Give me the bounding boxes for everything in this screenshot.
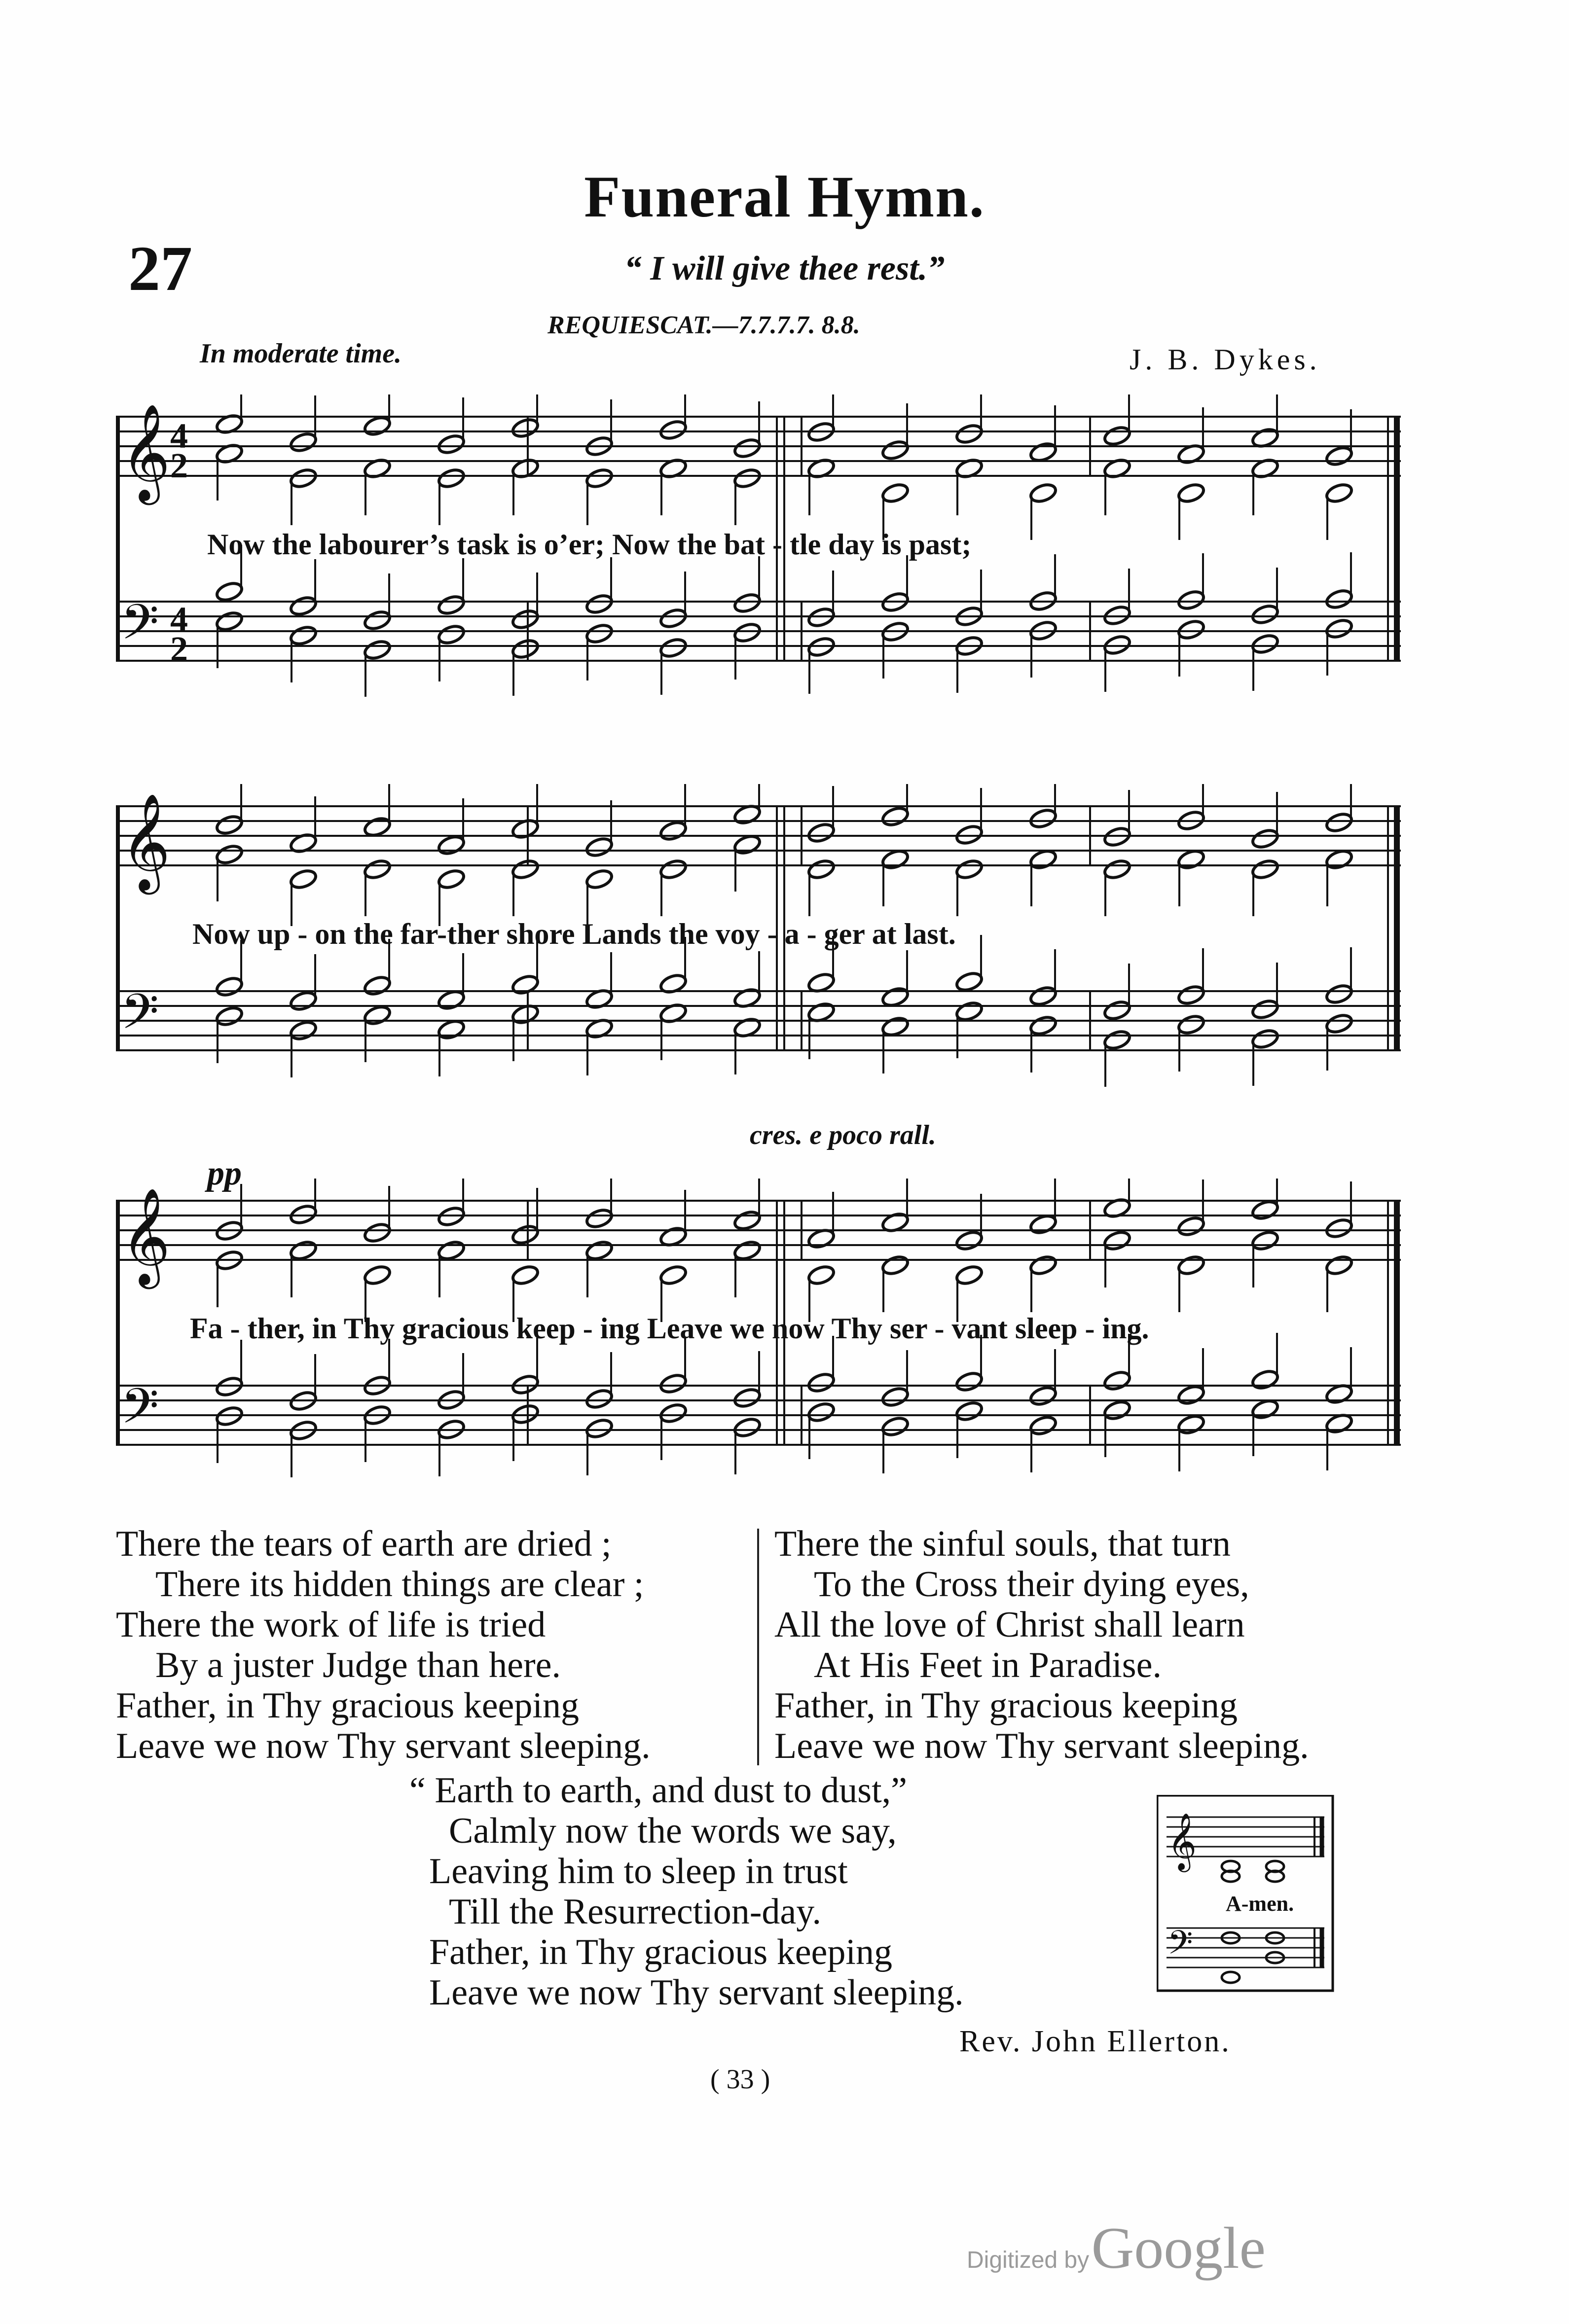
verse-right [774,1524,1309,1766]
amen-label: A-men. [1226,1892,1294,1916]
composer: J. B. Dykes. [1130,343,1321,376]
verse-line: Leaving him to sleep in trust [429,1851,848,1892]
staff-system-1-graphic [116,394,1401,730]
verse-line: Father, in Thy gracious keeping [429,1932,892,1972]
hymn-author: Rev. John Ellerton. [959,2025,1231,2058]
watermark-prefix: Digitized by [967,2247,1090,2273]
verse-line: There its hidden things are clear ; [155,1564,644,1605]
verse-line: There the sinful souls, that turn [774,1524,1231,1564]
verse-line: Father, in Thy gracious keeping [116,1685,579,1726]
svg-text:𝄢: 𝄢 [121,594,159,663]
svg-text:4: 4 [170,600,188,639]
dynamic-pp: pp [207,1154,242,1192]
verse-line: All the love of Christ shall learn [774,1605,1245,1645]
verse-line: Leave we now Thy servant sleeping. [429,1972,964,2013]
staff-system-2-graphic [116,784,1401,1119]
verse-line: By a juster Judge than here. [155,1645,561,1685]
svg-text:𝄞: 𝄞 [1168,1812,1197,1870]
verse-line: Father, in Thy gracious keeping [774,1685,1238,1726]
lyric-line-1: Now the labourer’s task is o’er; Now the bat - tle day is past; [207,528,972,561]
svg-text:𝄢: 𝄢 [121,1378,159,1447]
page-number: ( 33 ) [710,2064,770,2095]
verse-line: Calmly now the words we say, [449,1811,897,1851]
verse-line: Leave we now Thy servant sleeping. [774,1726,1309,1766]
verse-line: To the Cross their dying eyes, [814,1564,1249,1605]
svg-text:𝄢: 𝄢 [1168,1924,1193,1969]
hymn-number: 27 [128,233,192,304]
hymn-title: Funeral Hymn. [584,164,985,229]
verse-line: At His Feet in Paradise. [814,1645,1162,1685]
tempo-marking: In moderate time. [200,338,402,369]
svg-text:2: 2 [170,446,188,485]
lyric-line-2: Now up - on the far-ther shore Lands the voy - a - ger at last. [192,918,956,950]
svg-text:2: 2 [170,629,188,669]
amen-score [1157,1795,1334,1992]
verse-line: There the tears of earth are dried ; [116,1524,612,1564]
tune-name: REQUIESCAT.—7.7.7.7. 8.8. [547,311,860,339]
svg-text:𝄢: 𝄢 [121,984,159,1052]
verse-line: There the work of life is tried [116,1605,546,1645]
digitized-watermark [967,2214,1266,2282]
google-logo: Google [1091,2215,1266,2281]
svg-text:𝄞: 𝄞 [121,1187,171,1285]
verse-left [116,1524,651,1766]
epigraph: “ I will give thee rest.” [624,250,945,287]
music-system-1 [116,394,1401,730]
dynamic-cres: cres. e poco rall. [750,1120,936,1150]
verse-divider [757,1529,759,1765]
svg-text:4: 4 [170,416,188,456]
verse-line: Leave we now Thy servant sleeping. [116,1726,651,1766]
verse-line: “ Earth to earth, and dust to dust,” [409,1770,908,1811]
staff-system-3-graphic [116,1179,1401,1514]
svg-text:𝄞: 𝄞 [121,403,171,501]
verse-final [409,1770,964,2013]
music-system-3 [116,1179,1401,1514]
lyric-line-3: Fa - ther, in Thy gracious keep - ing Leave we now Thy ser - vant sleep - ing. [190,1312,1149,1345]
svg-text:𝄞: 𝄞 [121,793,171,891]
verse-line: Till the Resurrection-day. [449,1892,821,1932]
music-system-2 [116,784,1401,1119]
